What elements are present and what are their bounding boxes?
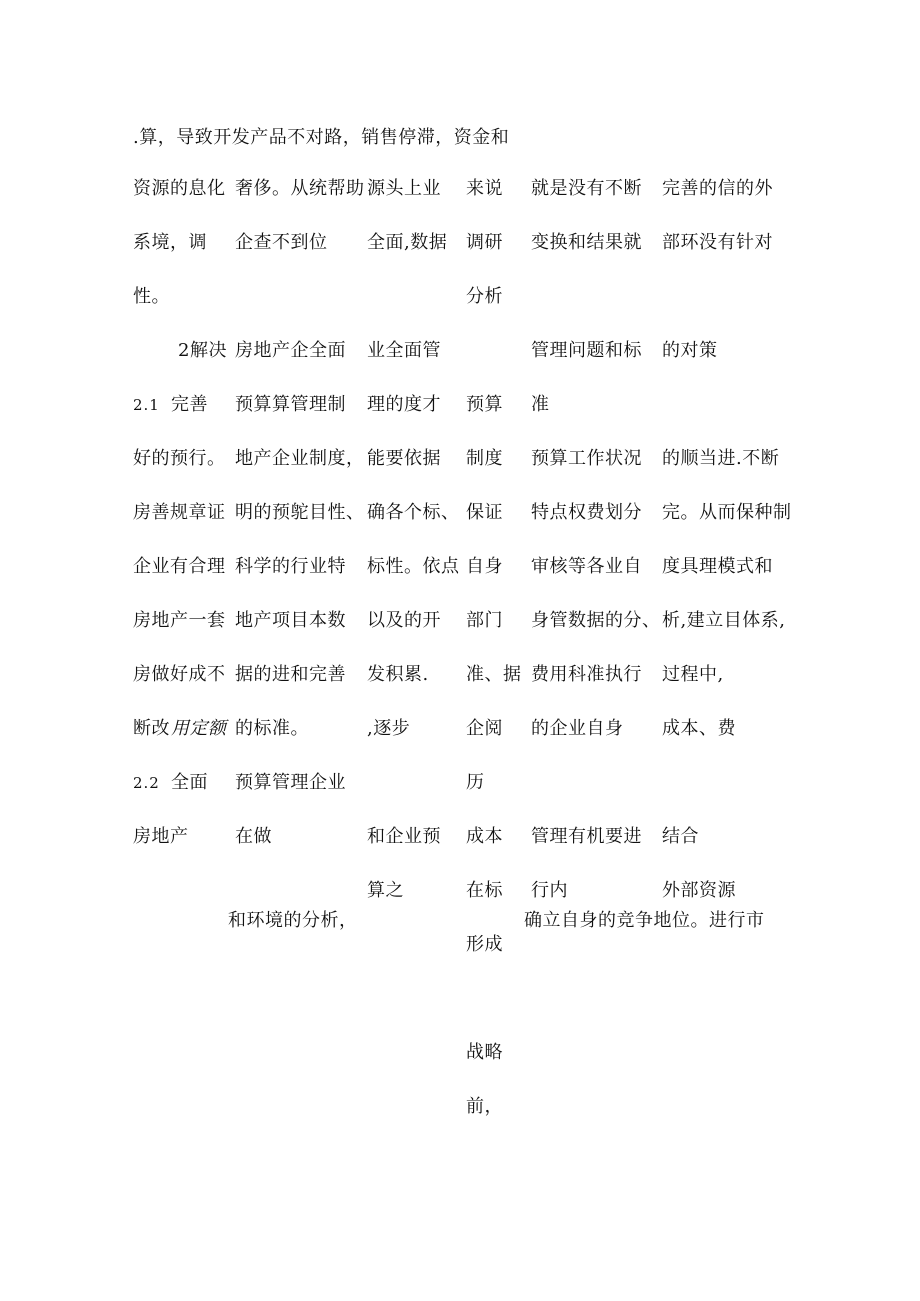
col1-line: 好的预行。 xyxy=(133,448,226,469)
text-line-bottom-right: 确立自身的竞争地位。进行市 xyxy=(524,910,765,931)
section-heading-2: 2解决 xyxy=(178,340,227,361)
col5-line: 的企业自身 xyxy=(531,718,624,739)
text-line-top: .算，导致开发产品不对路，销售停滞，资金和 xyxy=(133,127,510,148)
col3-line: 和企业预 xyxy=(367,826,441,847)
col3-line: 能要依据 xyxy=(367,448,441,469)
col3-line: 以及的开 xyxy=(367,610,441,631)
col3-line: 源头上业 xyxy=(367,178,441,199)
col4-line: 战略 xyxy=(466,1042,503,1063)
col2-line: 地产项目本数 xyxy=(235,610,346,631)
col3-line: 全面,数据 xyxy=(367,232,448,253)
col4-line: 部门 xyxy=(466,610,503,631)
col2-line: 房地产企全面 xyxy=(235,340,346,361)
col3-line: ,逐步 xyxy=(367,718,411,739)
col3-line: 发积累. xyxy=(367,664,429,685)
col4-line: 来说 xyxy=(466,178,503,199)
col4-line: 自身 xyxy=(466,556,503,577)
col6-line: 过程中, xyxy=(662,664,724,685)
col5-line: 预算工作状况 xyxy=(531,448,642,469)
col5-line: 准 xyxy=(531,394,550,415)
col5-line: 就是没有不断 xyxy=(531,178,642,199)
col2-line: 企查不到位 xyxy=(235,232,328,253)
col6-line: 成本、费 xyxy=(662,718,736,739)
col1-line: 完善 xyxy=(171,394,208,415)
col6-line: 析,建立目体系, xyxy=(662,610,786,631)
col5-line: 审核等各业自 xyxy=(531,556,642,577)
col4-line: 形成 xyxy=(466,934,503,955)
col4-line: 调研 xyxy=(466,232,503,253)
section-number-2-1: 2.1 xyxy=(133,396,160,414)
col3-line: 标性。依点 xyxy=(367,556,460,577)
col3-line: 业全面管 xyxy=(367,340,441,361)
col4-line: 在标 xyxy=(466,880,503,901)
col1-line: 房地产 xyxy=(133,826,189,847)
col3-line: 确各个标、 xyxy=(367,502,460,523)
col5-line: 行内 xyxy=(531,880,568,901)
col1-line: 全面 xyxy=(171,772,208,793)
col2-line: 奢侈。从统帮助 xyxy=(235,178,365,199)
col6-line: 度具理模式和 xyxy=(662,556,773,577)
col1-line: 性。 xyxy=(133,286,170,307)
col3-line: 理的度才 xyxy=(367,394,441,415)
col5-line: 管理有机要进 xyxy=(531,826,642,847)
text-line-bottom-left: 和环境的分析， xyxy=(228,910,358,931)
col6-line: 完善的信的外 xyxy=(662,178,773,199)
col1-line: 企业有合理 xyxy=(133,556,226,577)
col2-line: 科学的行业特 xyxy=(235,556,346,577)
col1-line-italic: 用定额 xyxy=(171,718,227,739)
col5-line: 变换和结果就 xyxy=(531,232,642,253)
col1-line: 房地产一套 xyxy=(133,610,226,631)
col5-line: 费用科准执行 xyxy=(531,664,642,685)
col4-line: 前， xyxy=(466,1096,503,1117)
col5-line: 特点权费划分 xyxy=(531,502,642,523)
col4-line: 保证 xyxy=(466,502,503,523)
col6-line: 结合 xyxy=(662,826,699,847)
col2-line: 预算管理企业 xyxy=(235,772,346,793)
col1-line: 房善规章证 xyxy=(133,502,226,523)
col4-line: 历 xyxy=(466,772,485,793)
col4-line: 企阅 xyxy=(466,718,503,739)
col6-line: 部环没有针对 xyxy=(662,232,773,253)
col4-line: 制度 xyxy=(466,448,503,469)
col2-line: 在做 xyxy=(235,826,272,847)
col2-line: 明的预鸵目性、 xyxy=(235,502,365,523)
col6-line: 外部资源 xyxy=(662,880,736,901)
col2-line: 的标准。 xyxy=(235,718,309,739)
col6-line: 的对策 xyxy=(662,340,718,361)
col4-line: 分析 xyxy=(466,286,503,307)
col1-line: 房做好成不 xyxy=(133,664,226,685)
col2-line: 据的进和完善 xyxy=(235,664,346,685)
col3-line: 算之 xyxy=(367,880,404,901)
col2-line: 预算算管理制 xyxy=(235,394,346,415)
col1-line: 断改 xyxy=(133,718,170,739)
col5-line: 身管数据的分、 xyxy=(531,610,661,631)
col6-line: 完。从而保种制 xyxy=(662,502,792,523)
section-number-2-2: 2.2 xyxy=(133,774,160,792)
col5-line: 管理问题和标 xyxy=(531,340,642,361)
col4-line: 准、据 xyxy=(466,664,522,685)
col6-line: 的顺当进.不断 xyxy=(662,448,780,469)
col1-line: 系境，调 xyxy=(133,232,207,253)
col4-line: 预算 xyxy=(466,394,503,415)
col1-line: 资源的息化 xyxy=(133,178,226,199)
col2-line: 地产企业制度， xyxy=(235,448,365,469)
col4-line: 成本 xyxy=(466,826,503,847)
